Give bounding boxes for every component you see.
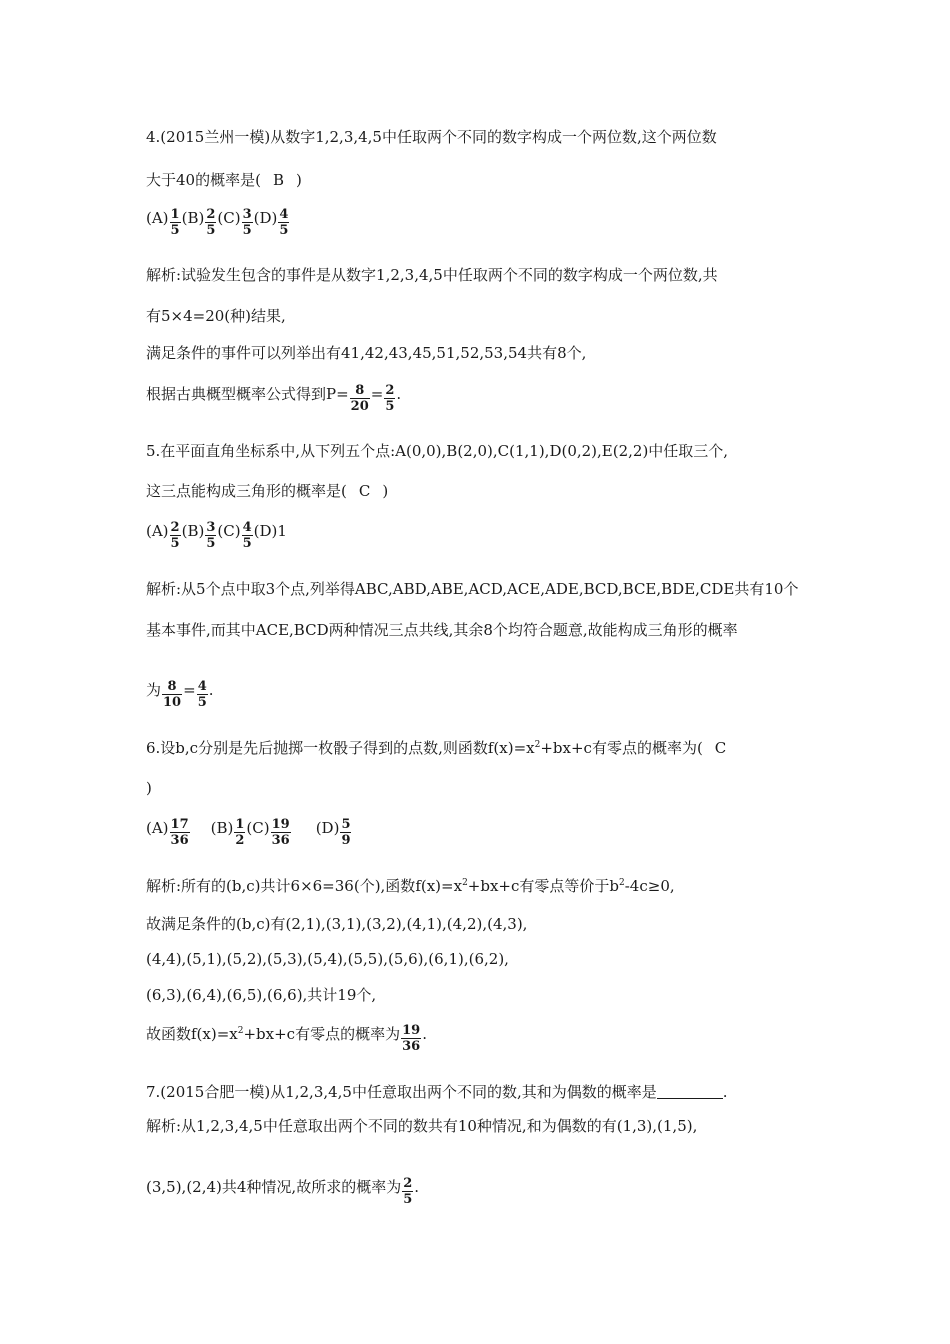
- q7-solution-line1: 解析:从1,2,3,4,5中任意取出两个不同的数共有10种情况,和为偶数的有(1,3),(1,5),: [146, 1117, 698, 1135]
- q4-option-b-label: (B): [181, 209, 205, 227]
- q5-option-d: (D)1: [253, 522, 287, 540]
- q6-stem-line2: ): [146, 779, 152, 797]
- q6-option-c-label: (C): [246, 819, 270, 837]
- q5-solution-line2: 基本事件,而其中ACE,BCD两种情况三点共线,其余8个均符合题意,故能构成三角形的概率: [146, 621, 738, 639]
- q5-option-b-label: (B): [181, 522, 205, 540]
- q6-solution-text-c: -4c≥0,: [624, 877, 675, 895]
- q4-options: [146, 208, 290, 239]
- q6-stem-text-b: +bx+c有零点的概率为(: [540, 739, 703, 757]
- q4-answer: B: [272, 171, 284, 189]
- q6-solution-line2: 故满足条件的(b,c)有(2,1),(3,1),(3,2),(4,1),(4,2),(4,3),: [146, 915, 528, 933]
- q6-solution-text-a: 解析:所有的(b,c)共计6×6=36(个),函数f(x)=x: [146, 877, 463, 895]
- q5-stem-text: 这三点能构成三角形的概率是(: [146, 482, 347, 500]
- q6-solution-text-e: +bx+c有零点的概率为: [243, 1025, 401, 1043]
- q5-option-a-label: (A): [146, 522, 169, 540]
- q5-solution-line1: 解析:从5个点中取3个点,列举得ABC,ABD,ABE,ACD,ACE,ADE,BCD,BCE,BDE,CDE共有10个: [146, 580, 799, 598]
- q6-option-b-fraction: $\frac{1}{2}$: [235, 817, 245, 848]
- q5-solution-text: 为: [146, 681, 162, 699]
- q6-solution-superscript-3: 2: [237, 1026, 244, 1036]
- q5-stem-line1: 5.在平面直角坐标系中,从下列五个点:A(0,0),B(2,0),C(1,1),D(0,2),E(2,2)中任取三个,: [146, 442, 729, 460]
- q4-stem-line1: 4.(2015兰州一模)从数字1,2,3,4,5中任取两个不同的数字构成一个两位数,这个两位数: [146, 128, 717, 146]
- q4-option-d-fraction: $\frac{4}{5}$: [279, 207, 289, 238]
- q6-solution-superscript-2: 2: [619, 878, 625, 888]
- q4-solution-fraction-1: $\frac{8}{20}$: [350, 383, 369, 414]
- q5-paren-close: ): [382, 482, 389, 500]
- q7-solution-fraction: $\frac{2}{5}$: [403, 1176, 413, 1207]
- q5-stem-line2: [146, 481, 388, 501]
- q6-stem-text-a: 6.设b,c分别是先后抛掷一枚骰子得到的点数,则函数f(x)=x: [146, 739, 535, 757]
- q4-solution-text: 根据古典概型概率公式得到P=: [146, 385, 349, 403]
- q5-option-b-fraction: $\frac{3}{5}$: [206, 520, 216, 551]
- q4-option-b-fraction: $\frac{2}{5}$: [206, 207, 216, 238]
- q6-solution-line4: (6,3),(6,4),(6,5),(6,6),共计19个,: [146, 986, 377, 1004]
- q5-option-c-label: (C): [217, 522, 241, 540]
- q4-solution-fraction-2: $\frac{2}{5}$: [385, 383, 395, 414]
- q6-option-d-label: (D): [315, 819, 340, 837]
- q7-stem-text: 7.(2015合肥一模)从1,2,3,4,5中任意取出两个不同的数,其和为偶数的概率是: [146, 1083, 657, 1101]
- q7-solution-text: (3,5),(2,4)共4种情况,故所求的概率为: [146, 1178, 402, 1196]
- q4-stem-line2: [146, 170, 302, 190]
- q4-option-c-fraction: $\frac{3}{5}$: [242, 207, 252, 238]
- q4-option-a-label: (A): [146, 209, 169, 227]
- q6-answer: C: [714, 739, 727, 757]
- q6-solution-line3: (4,4),(5,1),(5,2),(5,3),(5,4),(5,5),(5,6),(6,1),(6,2),: [146, 950, 509, 968]
- q4-solution-line1: 解析:试验发生包含的事件是从数字1,2,3,4,5中任取两个不同的数字构成一个两位数,共: [146, 266, 718, 284]
- q6-solution-line1: [146, 876, 675, 896]
- q5-solution-fraction-2: $\frac{4}{5}$: [197, 679, 207, 710]
- q5-option-a-fraction: $\frac{2}{5}$: [170, 520, 180, 551]
- q4-equals: =: [370, 385, 384, 403]
- q5-period: .: [208, 681, 214, 699]
- q6-option-b-label: (B): [210, 819, 234, 837]
- q6-period: .: [422, 1025, 427, 1043]
- q5-solution-line3: [146, 680, 214, 711]
- q4-option-a-fraction: $\frac{1}{5}$: [170, 207, 180, 238]
- q6-option-c-fraction: $\frac{19}{36}$: [271, 817, 290, 848]
- q6-solution-line5: [146, 1024, 427, 1055]
- q5-option-c-fraction: $\frac{4}{5}$: [242, 520, 252, 551]
- q4-solution-line4: [146, 384, 401, 415]
- q6-stem-line1: [146, 738, 738, 758]
- q6-superscript: 2: [534, 740, 541, 750]
- q7-answer-blank: [657, 1084, 723, 1099]
- q4-option-d-label: (D): [253, 209, 278, 227]
- q7-solution-line2: [146, 1177, 419, 1208]
- q4-solution-line2: 有5×4=20(种)结果,: [146, 307, 286, 325]
- q4-option-c-label: (C): [217, 209, 241, 227]
- q6-solution-text-d: 故函数f(x)=x: [146, 1025, 238, 1043]
- q4-stem-text: 大于40的概率是(: [146, 171, 261, 189]
- q7-stem: [146, 1082, 728, 1102]
- q7-solution-period: .: [414, 1178, 420, 1196]
- q6-option-d-fraction: $\frac{5}{9}$: [341, 817, 351, 848]
- q6-option-a-fraction: $\frac{17}{36}$: [170, 817, 189, 848]
- q5-answer: C: [358, 482, 371, 500]
- q5-options: [146, 521, 287, 552]
- q6-solution-superscript-1: 2: [462, 878, 468, 888]
- q4-paren-close: ): [295, 171, 302, 189]
- q4-solution-line3: 满足条件的事件可以列举出有41,42,43,45,51,52,53,54共有8个,: [146, 344, 587, 362]
- q7-period: .: [722, 1083, 728, 1101]
- q6-solution-text-b: +bx+c有零点等价于b: [467, 877, 619, 895]
- q4-period: .: [396, 385, 402, 403]
- q6-options: [146, 818, 352, 849]
- q6-option-a-label: (A): [146, 819, 169, 837]
- q6-solution-fraction: $\frac{19}{36}$: [402, 1023, 421, 1054]
- q5-equals: =: [183, 681, 196, 699]
- q5-solution-fraction-1: $\frac{8}{10}$: [163, 679, 182, 710]
